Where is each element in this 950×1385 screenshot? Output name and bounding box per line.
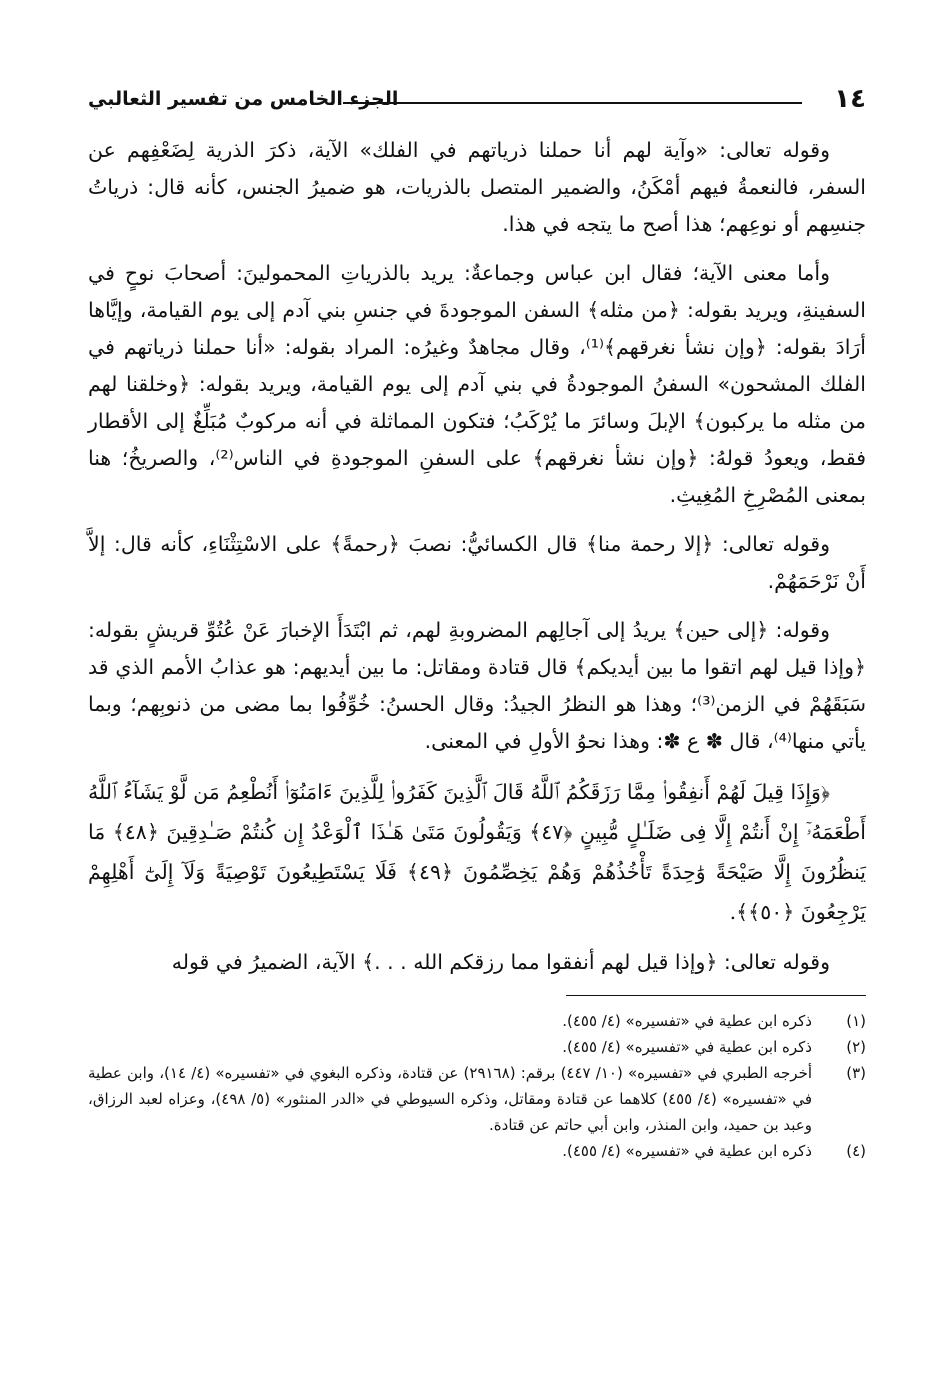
footnote-separator — [566, 995, 866, 996]
footnote — [88, 1060, 866, 1138]
paragraph: وقوله تعالى: ﴿إلا رحمة منا﴾ قال الكسائيُّ: نصبَ ﴿رحمةً﴾ على الاسْتِثْنَاءِ، كأنه قال: إلاَّ أَنْ نَرْحَمَهُمْ. — [88, 532, 866, 593]
header-rule — [343, 102, 802, 104]
quran-verse-block: ﴿وَإِذَا قِيلَ لَهُمْ أَنفِقُوا۟ مِمَّا رَزَقَكُمُ ٱللَّهُ قَالَ ٱلَّذِينَ كَفَرُوا۟ لِلَّذِينَ ءَامَنُوٓا۟ أَنُطْعِمُ مَن لَّوْ يَشَآءُ ٱللَّهُ أَطْعَمَهُۥٓ إِنْ أَنتُمْ إِلَّا فِى ضَلَـٰلٍ مُّبِينٍ ﴿٤٧﴾ وَيَقُولُونَ مَتَىٰ هَـٰذَا ٱلْوَعْدُ إِن كُنتُمْ صَـٰدِقِينَ ﴿٤٨﴾ مَا يَنظُرُونَ إِلَّا صَيْحَةً وَٰحِدَةً تَأْخُذُهُمْ وَهُمْ يَخِصِّمُونَ ﴿٤٩﴾ فَلَا يَسْتَطِيعُونَ تَوْصِيَةً وَلَآ إِلَىٰٓ أَهْلِهِمْ يَرْجِعُونَ ﴿٥٠﴾﴾. — [88, 780, 867, 924]
footnote-number: (٣) — [846, 1064, 866, 1082]
paragraph: وقوله: ﴿إلى حين﴾ يريدُ إلى آجالِهم المضروبةِ لهم، ثم ابْتَدَأَ الإخبارَ عَنْ عُتُوِّ قريشٍ بقوله: ﴿وإذا قيل لهم اتقوا ما بين أيديكم﴾ قال قتادة ومقاتل: ما بين أيديهم: هو عذابُ الأمم الذي قد سَبَقَهُمْ في الزمن⁽³⁾؛ وهذا هو النظرُ الجيدُ: وقال الحسنُ: خُوِّفُوا بما مضى من ذنوبِهم؛ وبما يأتي منها⁽⁴⁾، قال ✽ ع ✽: وهذا نحوُ الأولِ في المعنى. — [88, 618, 866, 753]
footnotes — [88, 1008, 866, 1164]
footnote — [88, 1034, 866, 1060]
paragraph: وأما معنى الآية؛ فقال ابن عباس وجماعةٌ: يريد بالذرياتِ المحمولينَ: أصحابَ نوحٍ في السفينةِ، ويريد بقوله: ﴿من مثله﴾ السفن الموجودةَ في جنسِ بني آدم إلى يوم القيامة، وإيَّاها أرَادَ بقوله: ﴿وإن نشأ نغرقهم﴾⁽¹⁾، وقال مجاهدٌ وغيرُه: المراد بقوله: «أنا حملنا ذرياتهم في الفلك المشحون» السفنُ الموجودةُ في بني آدم إلى يوم القيامة، ويريد بقوله: ﴿وخلقنا لهم من مثله ما يركبون﴾ الإبلَ وسائرَ ما يُرْكَبُ؛ فتكون المماثلة في أنه مركوبٌ مُبَلِّغٌ إلى الأقطار فقط، ويعودُ قولهُ: ﴿وإن نشأ نغرقهم﴾ على السفنِ الموجودةِ في الناس⁽²⁾، والصريخُ؛ هنا بمعنى المُصْرِخِ المُغِيثِ. — [88, 261, 866, 507]
paragraph: وقوله تعالى: ﴿وإذا قيل لهم أنفقوا مما رزقكم الله . . .﴾ الآية، الضميرُ في قوله — [171, 950, 830, 974]
page-header — [88, 84, 866, 124]
footnote-number: (١) — [846, 1012, 866, 1030]
footnote-number: (٤) — [846, 1142, 866, 1160]
footnote-text: ذكره ابن عطية في «تفسيره» (٤/ ٤٥٥). — [562, 1012, 812, 1030]
footnote-text: ذكره ابن عطية في «تفسيره» (٤/ ٤٥٥). — [562, 1038, 812, 1056]
footnote-text: أخرجه الطبري في «تفسيره» (١٠/ ٤٤٧) برقم: (٢٩١٦٨) عن قتادة، وذكره البغوي في «تفسيره» (٤/ ١٤)، وابن عطية في «تفسيره» (٤/ ٤٥٥) كلاهما عن قتادة ومقاتل، وذكره السيوطي في «الدر المنثور» (٥/ ٤٩٨)، وعزاه لعبد الرزاق، وعبد بن حميد، وابن المنذر، وابن أبي حاتم عن قتادة. — [88, 1064, 813, 1134]
book-page — [88, 84, 866, 1164]
page-number: ١٤ — [834, 84, 866, 114]
running-title: الجزء الخامس من تفسير الثعالبي — [88, 88, 399, 110]
footnote — [88, 1008, 866, 1034]
main-text — [88, 132, 866, 981]
footnote-text: ذكره ابن عطية في «تفسيره» (٤/ ٤٥٥). — [562, 1142, 812, 1160]
footnote — [88, 1138, 866, 1164]
paragraph: وقوله تعالى: «وآية لهم أنا حملنا ذرياتهم في الفلك» الآية، ذكرَ الذرية لِضَعْفِهم عن السفر، فالنعمةُ فيهم أمْكَنُ، والضمير المتصل بالذريات، هو ضميرُ الجنس، كأنه قال: ذرياتُ جنسِهم أو نوعِهم؛ هذا أصح ما يتجه في هذا. — [88, 138, 866, 236]
footnote-number: (٢) — [846, 1038, 866, 1056]
